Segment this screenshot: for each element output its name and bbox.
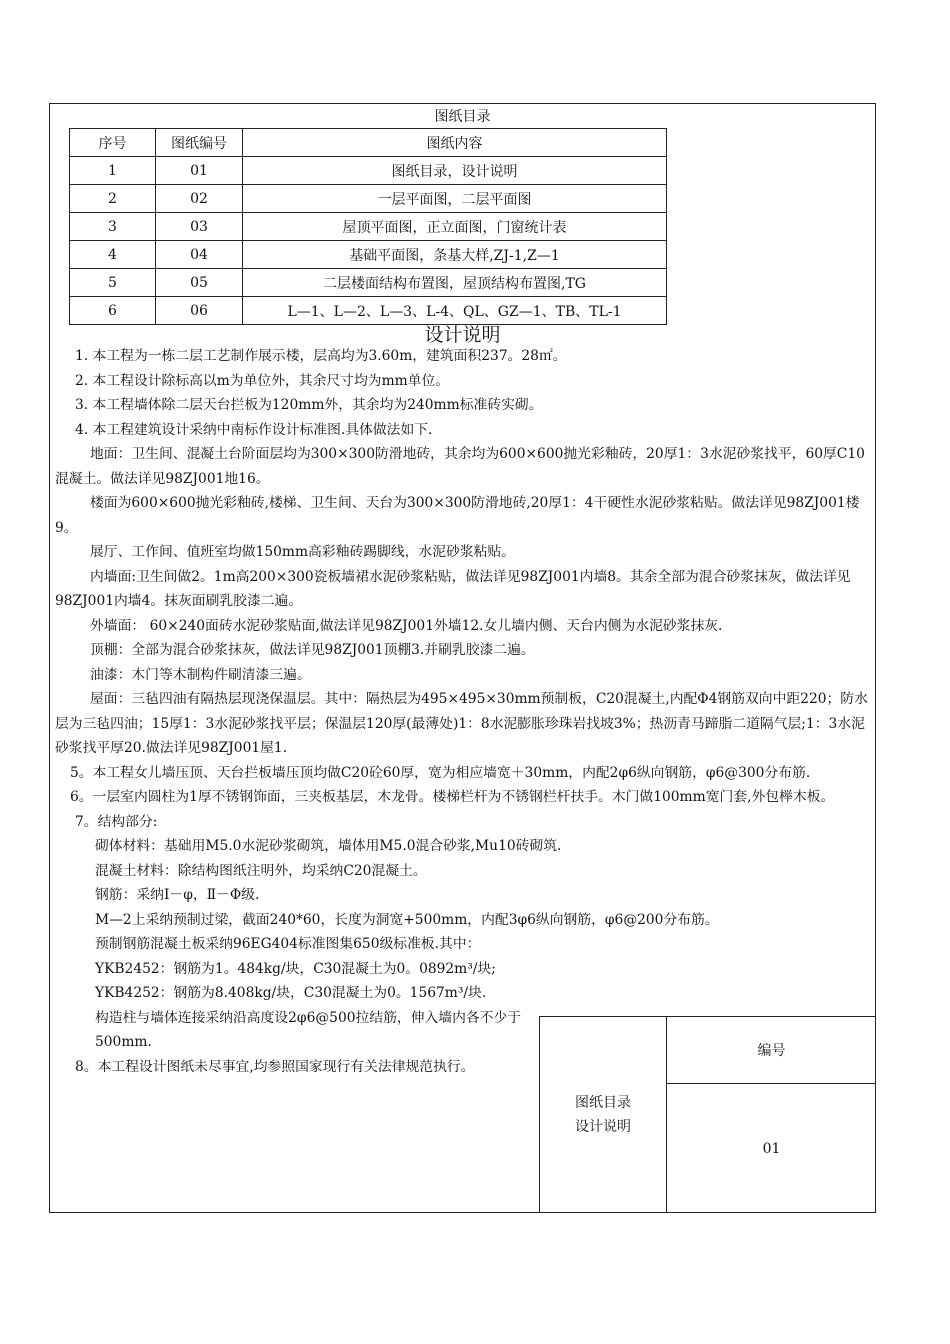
title-block-number-value: 01 (762, 1140, 781, 1157)
toc-header-cell: 图纸编号 (156, 129, 243, 157)
note-paragraph: 6。一层室内圆柱为1厚不锈钢饰面，三夹板基层，木龙骨。楼梯栏杆为不锈钢栏杆扶手。木门做100mm宽门套,外包榉木板。 (70, 789, 835, 805)
toc-cell: 01 (156, 157, 243, 185)
toc-cell: 04 (156, 241, 243, 269)
toc-header-row (70, 129, 667, 157)
note-paragraph: 钢筋：采纳Ⅰ－φ，Ⅱ－Φ级. (95, 887, 260, 903)
note-paragraph: 油漆：木门等木制构件刷清漆三遍。 (90, 666, 311, 683)
toc-cell: 02 (156, 185, 243, 213)
note-paragraph: 内墙面:卫生间做2。1m高200×300瓷板墙裙水泥砂浆粘贴，做法详见98ZJ001内墙8。其余全部为混合砂浆抹灰，做法详见98ZJ001内墙4。抹灰面刷乳胶漆二遍。 (55, 568, 851, 609)
toc-cell: 5 (70, 269, 156, 297)
note-paragraph: 混凝土材料：除结构图纸注明外，均采纳C20混凝土。 (95, 862, 427, 879)
toc-cell: 二层楼面结构布置图，屋顶结构布置图,TG (243, 269, 667, 297)
toc-cell: L—1、L—2、L—3、L-4、QL、GZ—1、TB、TL-1 (243, 297, 667, 325)
toc-title: 图纸目录 (434, 109, 491, 125)
toc-cell: 2 (70, 185, 156, 213)
note-paragraph: M—2上采纳预制过梁，截面240*60，长度为洞宽+500mm，内配3φ6纵向钢筋，φ6@200分布筋。 (95, 911, 719, 928)
toc-cell: 05 (156, 269, 243, 297)
design-notes-body (55, 344, 870, 1079)
toc-row (70, 241, 667, 269)
toc-header-cell: 序号 (70, 129, 156, 157)
note-paragraph: 顶棚：全部为混合砂浆抹灰，做法详见98ZJ001顶棚3.并刷乳胶漆二遍。 (90, 642, 535, 658)
title-block (539, 1016, 876, 1213)
drawing-sheet-frame (49, 103, 876, 1213)
note-paragraph: 4. 本工程建筑设计采纳中南标作设计标准图.具体做法如下. (75, 421, 433, 438)
note-paragraph: 7。结构部分: (75, 813, 158, 830)
toc-cell: 06 (156, 297, 243, 325)
note-paragraph: 外墙面： 60×240面砖水泥砂浆贴面,做法详见98ZJ001外墙12.女儿墙内侧、天台内侧为水泥砂浆抹灰. (90, 617, 723, 634)
note-paragraph: YKB2452：钢筋为1。484kg/块，C30混凝土为0。0892m³/块; (95, 960, 496, 977)
design-notes-title: 设计说明 (424, 324, 501, 346)
toc-cell: 03 (156, 213, 243, 241)
note-paragraph: 展厅、工作间、值班室均做150mm高彩釉砖踢脚线，水泥砂浆粘贴。 (90, 544, 516, 560)
toc-row (70, 185, 667, 213)
note-paragraph: 屋面：三毡四油有隔热层现浇保温层。其中：隔热层为495×495×30mm预制板，C20混凝土,内配Φ4钢筋双向中距220；防水层为三毡四油；15厚1：3水泥砂浆找平层；保温层120厚(最薄处)1：8水泥膨胀珍珠岩找坡3%；热沥青马蹄脂二道隔气层;1：3水泥砂浆找平厚20.做法详见98ZJ001屋1. (55, 691, 868, 756)
toc-row (70, 157, 667, 185)
note-paragraph: YKB4252：钢筋为8.408kg/块，C30混凝土为0。1567m³/块. (95, 985, 487, 1001)
note-paragraph: 预制钢筋混凝土板采纳96EG404标准图集650级标准板.其中： (95, 936, 481, 952)
note-paragraph: 构造柱与墙体连接采纳沿高度设2φ6@500拉结筋，伸入墙内各不少于500mm. (95, 1009, 522, 1050)
title-block-number-label: 编号 (667, 1016, 876, 1084)
note-paragraph: 楼面为600×600抛光彩釉砖,楼梯、卫生间、天台为300×300防滑地砖,20厚1：4干硬性水泥砂浆粘贴。做法详见98ZJ001楼9。 (55, 495, 860, 536)
toc-cell: 3 (70, 213, 156, 241)
toc-cell: 6 (70, 297, 156, 325)
toc-cell: 4 (70, 241, 156, 269)
note-paragraph: 3. 本工程墙体除二层天台拦板为120mm外，其余均为240mm标准砖实砌。 (75, 397, 543, 413)
note-paragraph: 地面：卫生间、混凝土台阶面层均为300×300防滑地砖，其余均为600×600抛光彩釉砖，20厚1：3水泥砂浆找平，60厚C10混凝土。做法详见98ZJ001地16。 (55, 446, 865, 487)
note-paragraph: 砌体材料：基础用M5.0水泥砂浆砌筑，墙体用M5.0混合砂浆,Mu10砖砌筑. (95, 838, 562, 854)
title-block-line: 设计说明 (575, 1119, 631, 1135)
toc-cell: 1 (70, 157, 156, 185)
note-paragraph: 5。本工程女儿墙压顶、天台拦板墙压顶均做C20砼60厚，宽为相应墙宽＋30mm，内配2φ6纵向钢筋，φ6@300分布筋. (70, 764, 811, 781)
toc-row (70, 213, 667, 241)
note-paragraph: 2. 本工程设计除标高以m为单位外，其余尺寸均为mm单位。 (75, 372, 450, 389)
note-paragraph: 1. 本工程为一栋二层工艺制作展示楼，层高均为3.60m，建筑面积237。28㎡。 (75, 348, 567, 364)
toc-cell: 一层平面图，二层平面图 (243, 185, 667, 213)
toc-header-cell: 图纸内容 (243, 129, 667, 157)
title-block-line: 图纸目录 (575, 1095, 631, 1111)
toc-cell: 基础平面图，条基大样,ZJ-1,Z—1 (243, 241, 667, 269)
title-block-drawing-name (539, 1016, 667, 1213)
toc-row (70, 269, 667, 297)
toc-cell: 图纸目录，设计说明 (243, 157, 667, 185)
toc-cell: 屋顶平面图，正立面图，门窗统计表 (243, 213, 667, 241)
note-paragraph: 8。本工程设计图纸未尽事宜,均参照国家现行有关法律规范执行。 (75, 1058, 475, 1075)
toc-table (69, 128, 667, 325)
